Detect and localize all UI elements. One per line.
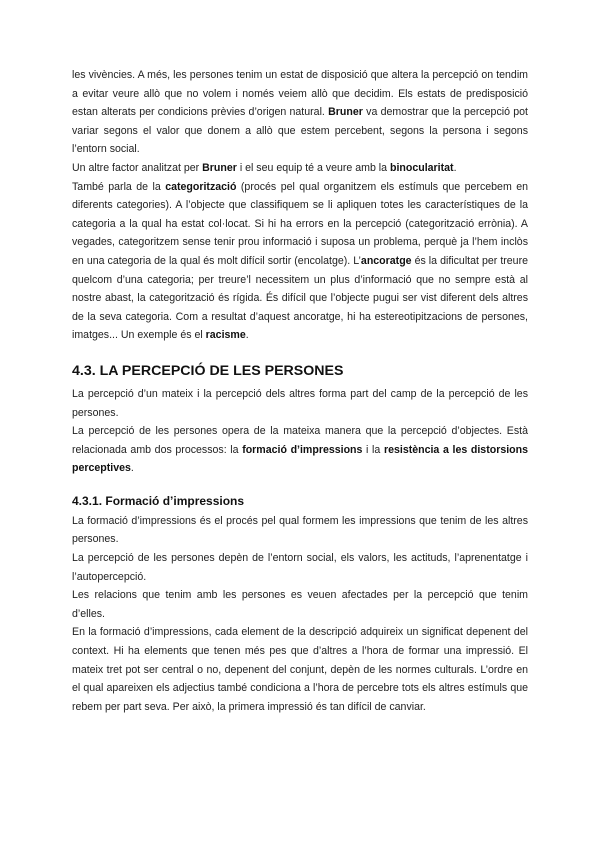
text-run: La percepció d’un mateix i la percepció dels altres forma part del camp de la percepció de les persones. [72,387,528,419]
section-heading-4-3: 4.3. LA PERCEPCIÓ DE LES PERSONES [72,362,344,379]
text-run: i el seu equip té a veure amb la [236,161,390,174]
text-run: . [245,329,249,342]
text-run: En la formació d’impressions, cada element de la descripció adquireix un significat depenent del context. Hi ha elements que tenen més pes que d’altres a l’hora de formar una impressió. El mateix tret pot ser central o no, depenent del conjunt, depèn de les normes culturals. L’ordre en el qual apareixen els adjectius també condiciona a l’hora de percebre tots els altres estímuls que rebem per part seva. Per això, la primera impressió és tan difícil de canviar. [72,626,528,713]
text-run: La percepció de les persones depèn de l’entorn social, els valors, les actituds, l’aprenentatge i l’autopercepció. [72,552,528,583]
bold-term: Bruner [328,106,363,119]
bold-term: binocularitat [390,161,454,174]
bold-term: categorització [165,180,237,193]
bold-term: resistència a les distorsions perceptives [72,443,528,475]
text-run: (procés pel qual organitzem els estímuls que percebem en diferents categories). A l’objecte que classifiquem se li apliquen totes les característiques de la categoria a la qual ha estat col·locat. Si hi ha errors en la percepció (categorització errònia). A vegades, categoritzem sense tenir prou informació i suposa un problema, perquè ja l’hem inclòs en una categoria de la qual és molt difícil sortir (encolatge). L’ [72,180,529,267]
paragraph-percepcio-mateix [72,385,528,422]
paragraph-binocularitat [72,159,528,178]
text-run: La formació d’impressions és el procés pel qual formem les impressions que tenim de les altres persones. [72,514,528,546]
paragraph-context [72,623,528,716]
text-run: . [130,462,134,475]
text-run: . [453,161,457,174]
text-run: va demostrar que la percepció pot variar segons el valor que donem a allò que estem percebent, segons la persona i segons l’entorn social. [72,106,528,156]
paragraph-vivencies [72,66,528,159]
paragraph-entorn-social [72,549,528,586]
text-run: També parla de la [72,180,166,193]
paragraph-relacions [72,586,528,623]
bold-term: formació d’impressions [242,443,363,456]
text-run: La percepció de les persones opera de la mateixa manera que la percepció d’objectes. Està relacionada amb dos processos: la [72,425,528,456]
text-run: Les relacions que tenim amb les persones es veuen afectades per la percepció que tenim d’elles. [72,589,528,620]
paragraph-formacio-definicio [72,512,528,549]
bold-term: racisme [205,329,246,342]
paragraph-percepcio-persones [72,422,528,478]
subsection-heading-4-3-1: 4.3.1. Formació d’impressions [72,493,245,508]
text-run: les vivències. A més, les persones tenim un estat de disposició que altera la percepció on tendim a evitar veure allò que no volem i només veiem allò que decidim. Els estats de predisposició estan alterats per condicions prèvies d’origen natural. [72,69,528,119]
bold-term: Bruner [202,161,237,174]
text-run: i la [362,443,384,456]
bold-term: ancoratge [360,254,412,267]
text-run: és la dificultat per treure quelcom d’una categoria; per treure’l necessitem un plus d’informació que no sempre està al nostre abast, la categorització és rígida. És difícil que l’objecte pugui ser vist diferent dels altres de la seva categoria. Com a resultat d’aquest ancoratge, hi ha estereotipitzacions de persones, imatges... Un exemple és el [72,254,528,342]
document-page [72,66,528,716]
paragraph-categoritzacio [72,178,528,345]
text-run: Un altre factor analitzat per [72,161,203,174]
